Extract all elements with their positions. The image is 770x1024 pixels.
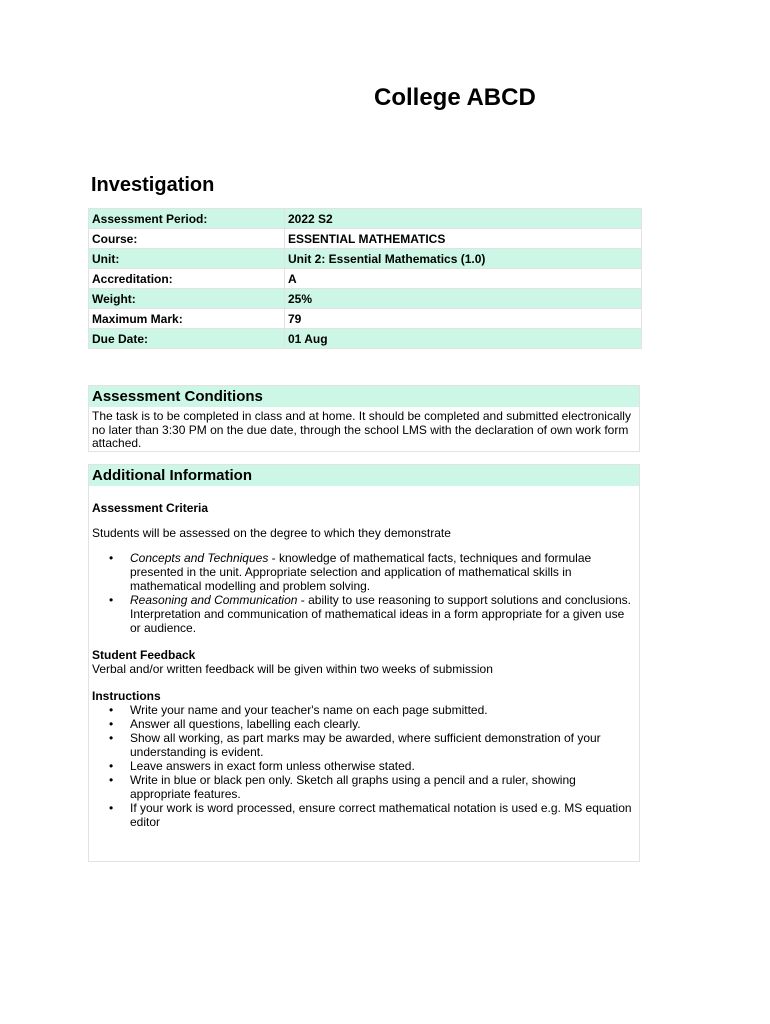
details-row xyxy=(89,249,642,269)
list-item xyxy=(92,551,636,593)
assessment-conditions-section xyxy=(88,385,640,452)
college-name: College ABCD xyxy=(374,84,536,111)
details-label: Due Date: xyxy=(89,329,285,349)
list-item: • Leave answers in exact form unless otherwise stated. xyxy=(92,759,636,773)
details-label: Weight: xyxy=(89,289,285,309)
details-label: Course: xyxy=(89,229,285,249)
list-item: • Answer all questions, labelling each clearly. xyxy=(92,717,636,731)
details-row xyxy=(89,329,642,349)
details-value: 25% xyxy=(285,289,642,309)
details-label: Unit: xyxy=(89,249,285,269)
assessment-criteria-heading: Assessment Criteria xyxy=(92,501,209,515)
criteria-term: Concepts and Techniques xyxy=(130,551,269,565)
student-feedback-text: Verbal and/or written feedback will be given within two weeks of submission xyxy=(92,662,493,676)
student-feedback-heading: Student Feedback xyxy=(92,648,196,662)
details-label: Maximum Mark: xyxy=(89,309,285,329)
criteria-description: - ability to use reasoning to support solutions and conclusions. Interpretation and communication of mathematical ideas in a form appropriate for a given use or audience. xyxy=(130,593,631,635)
details-value: 79 xyxy=(285,309,642,329)
list-item: • Show all working, as part marks may be awarded, where sufficient demonstration of your understanding is evident. xyxy=(92,731,636,759)
list-item: • If your work is word processed, ensure correct mathematical notation is used e.g. MS equation editor xyxy=(92,801,636,829)
criteria-description: - knowledge of mathematical facts, techniques and formulae presented in the unit. Appropriate selection and application of mathematical skills in mathematical modelling and problem solving. xyxy=(130,551,592,593)
details-value: ESSENTIAL MATHEMATICS xyxy=(285,229,642,249)
additional-information-section xyxy=(88,464,640,862)
document-title: Investigation xyxy=(91,174,215,196)
details-row xyxy=(89,229,642,249)
details-row xyxy=(89,309,642,329)
details-row xyxy=(89,209,642,229)
details-value: 01 Aug xyxy=(285,329,642,349)
details-row xyxy=(89,269,642,289)
details-value: A xyxy=(285,269,642,289)
details-value: Unit 2: Essential Mathematics (1.0) xyxy=(285,249,642,269)
criteria-list xyxy=(92,551,636,635)
assessment-criteria-intro: Students will be assessed on the degree to which they demonstrate xyxy=(92,526,451,540)
list-item: • Write your name and your teacher's name on each page submitted. xyxy=(92,703,636,717)
assessment-details-table xyxy=(88,208,642,349)
details-row xyxy=(89,289,642,309)
details-value: 2022 S2 xyxy=(285,209,642,229)
details-label: Assessment Period: xyxy=(89,209,285,229)
additional-information-heading: Additional Information xyxy=(89,465,639,486)
list-item: • Write in blue or black pen only. Sketch all graphs using a pencil and a ruler, showing appropriate features. xyxy=(92,773,636,801)
assessment-conditions-text: The task is to be completed in class and at home. It should be completed and submitted electronically no later than 3:30 PM on the due date, through the school LMS with the declaration of own work form attached. xyxy=(92,409,631,450)
criteria-term: Reasoning and Communication xyxy=(130,593,298,607)
details-label: Accreditation: xyxy=(89,269,285,289)
assessment-conditions-heading: Assessment Conditions xyxy=(89,386,639,407)
instructions-heading: Instructions xyxy=(92,689,161,703)
instructions-list xyxy=(92,703,636,829)
list-item xyxy=(92,593,636,635)
